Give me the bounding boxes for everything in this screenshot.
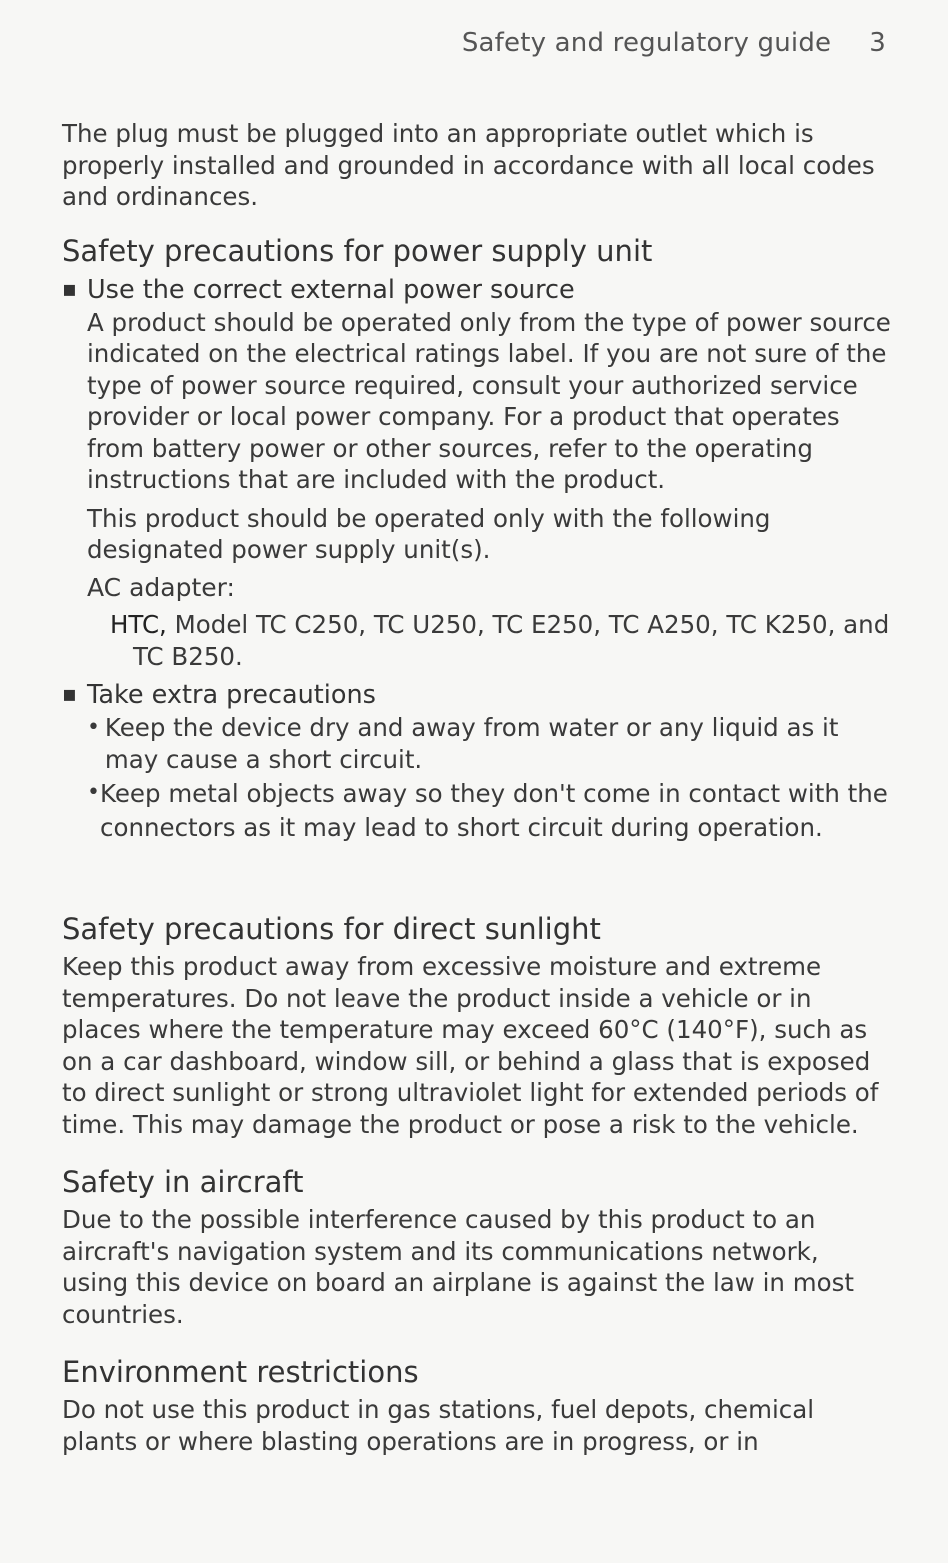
sub-bullet-1-text: Keep the device dry and away from water or any liquid as it may cause a short circuit.: [104, 713, 839, 774]
header-title: Safety and regulatory guide: [461, 28, 832, 58]
aircraft-heading: Safety in aircraft: [62, 1165, 304, 1199]
psu-heading: Safety precautions for power supply unit: [62, 233, 653, 268]
page-number: 3: [869, 28, 886, 58]
environment-paragraph: Do not use this product in gas stations, fuel depots, chemical plants or where blasting operations are in progress, or in: [62, 1395, 815, 1456]
sunlight-paragraph: Keep this product away from excessive moisture and extreme temperatures. Do not leave the product inside a vehicle or in places where the temperature may exceed 60°C (140°F), such as on a car dashboard, window sill, or behind a glass that is exposed to direct sunlight or strong ultraviolet light for extended periods of time. This may damage the product or pose a risk to the vehicle.: [62, 952, 879, 1139]
psu-bullet-2: [62, 678, 892, 712]
adapter-label: AC adapter:: [87, 572, 235, 602]
sub-bullet-1: [87, 712, 892, 775]
adapter-models: [110, 609, 892, 672]
sub-bullet-2: [87, 777, 892, 845]
bullet-2-title: Take extra precautions: [87, 680, 376, 710]
page-content: [62, 118, 892, 1457]
sub-bullet-marker: •: [87, 715, 100, 740]
environment-heading: Environment restrictions: [62, 1355, 419, 1389]
bullet-1-title: Use the correct external power source: [87, 274, 575, 305]
sub-bullet-marker: •: [87, 780, 100, 805]
intro-paragraph: The plug must be plugged into an appropriate outlet which is properly installed and grounded in accordance with all local codes and ordinances.: [62, 119, 875, 211]
psu-bullet-1: [62, 273, 892, 307]
adapter-models-text: Model TC C250, TC U250, TC E250, TC A250, TC K250, and TC B250.: [133, 610, 890, 671]
adapter-brand: HTC,: [110, 610, 167, 639]
bullet-marker: ▪: [62, 276, 77, 302]
running-header: [462, 28, 886, 58]
bullet-marker: ▪: [62, 682, 77, 707]
sunlight-heading: Safety precautions for direct sunlight: [62, 912, 601, 946]
bullet-1-paragraph-2: This product should be operated only with the following designated power supply unit(s).: [87, 503, 771, 564]
sub-bullet-2-text: Keep metal objects away so they don't come in contact with the connectors as it may lead to short circuit during operation.: [99, 779, 888, 842]
aircraft-paragraph: Due to the possible interference caused by this product to an aircraft's navigation system and its communications network, using this device on board an airplane is against the law in most countries.: [62, 1205, 854, 1329]
bullet-1-paragraph-1: A product should be operated only from the type of power source indicated on the electrical ratings label. If you are not sure of the type of power source required, consult your authorized service provider or local power company. For a product that operates from battery power or other sources, refer to the operating instructions that are included with the product.: [87, 307, 891, 494]
